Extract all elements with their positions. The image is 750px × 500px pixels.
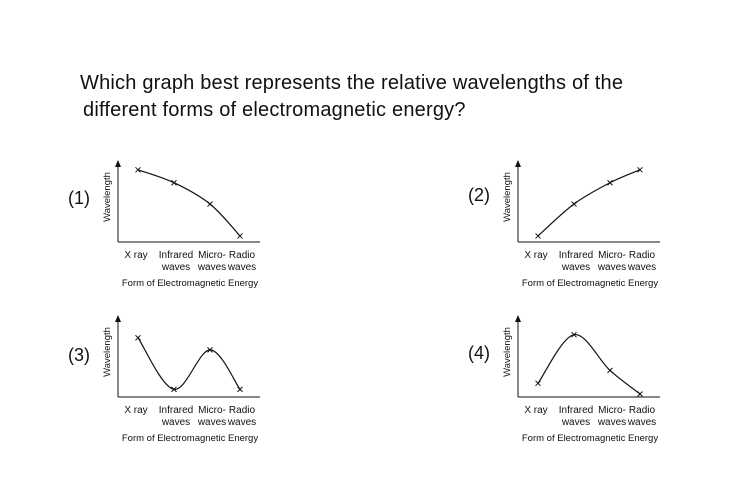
question-line-2: different forms of electromagnetic energy? [83,99,466,121]
chart-4-series-line [538,335,640,394]
chart-2-point-2 [572,202,577,207]
chart-4-tick-label-2-line-2: waves [561,417,591,428]
chart-1-point-4 [238,233,243,238]
chart-1-tick-label-2-line-1: Infrared [158,250,194,261]
chart-4-tick-label-4-line-1: Radio [628,405,656,416]
chart-4-y-axis-arrow [515,315,521,322]
chart-1-point-3 [208,202,213,207]
chart-3-point-1 [136,335,141,340]
chart-1-series-line [138,170,240,236]
chart-2-tick-label-3-line-2: waves [597,262,627,273]
chart-1-point-2 [172,180,177,185]
graph-option-3[interactable] [60,305,280,455]
chart-3-tick-label-3-line-2: waves [197,417,227,428]
graph-option-4[interactable] [460,305,680,455]
chart-1-tick-label-4-line-1: Radio [228,250,256,261]
chart-4-tick-label-1-line-1: X ray [524,405,548,416]
chart-4-point-3 [608,368,613,373]
chart-3-tick-label-4-line-1: Radio [228,405,256,416]
chart-4-y-label: Wavelength [502,327,513,377]
question-line-1: Which graph best represents the relative wavelengths of the [80,72,624,94]
chart-4-x-label: Form of Electromagnetic Energy [521,433,659,444]
chart-2-tick-label-3-line-1: Micro- [598,250,626,261]
chart-3-svg [60,305,280,455]
chart-4-tick-label-3-line-2: waves [597,417,627,428]
graph-option-2[interactable] [460,150,680,300]
chart-3-tick-label-1-line-1: X ray [124,405,148,416]
chart-1-tick-label-3-line-2: waves [197,262,227,273]
chart-2-tick-label-2-line-1: Infrared [558,250,594,261]
chart-3-tick-label-4-line-2: waves [227,417,257,428]
chart-2-series-line [538,170,640,236]
chart-3-series-line [138,338,240,390]
chart-3-y-label: Wavelength [102,327,113,377]
chart-3-tick-label-3-line-1: Micro- [198,405,226,416]
chart-1-tick-label-4-line-2: waves [227,262,257,273]
question-text [80,70,720,124]
chart-3-tick-label-2-line-2: waves [161,417,191,428]
chart-4-svg [460,305,680,455]
chart-2-tick-label-2-line-2: waves [561,262,591,273]
option-label-1: (1) [68,188,90,208]
chart-1-tick-label-3-line-1: Micro- [198,250,226,261]
chart-4-tick-label-4-line-2: waves [627,417,657,428]
chart-2-tick-label-1-line-1: X ray [524,250,548,261]
option-label-3: (3) [68,345,90,365]
chart-2-y-axis-arrow [515,160,521,167]
chart-1-x-label: Form of Electromagnetic Energy [121,278,259,289]
chart-2-y-label: Wavelength [502,172,513,222]
chart-1-tick-label-2-line-2: waves [161,262,191,273]
option-label-2: (2) [468,185,490,205]
chart-3-point-4 [238,387,243,392]
chart-2-point-3 [608,180,613,185]
chart-2-point-4 [638,167,643,172]
chart-1-y-axis-arrow [115,160,121,167]
chart-2-x-label: Form of Electromagnetic Energy [521,278,659,289]
chart-1-svg [60,150,280,300]
chart-3-y-axis-arrow [115,315,121,322]
graph-option-1[interactable] [60,150,280,300]
chart-3-tick-label-2-line-1: Infrared [158,405,194,416]
chart-1-y-label: Wavelength [102,172,113,222]
chart-2-tick-label-4-line-1: Radio [628,250,656,261]
chart-1-tick-label-1-line-1: X ray [124,250,148,261]
chart-4-point-1 [536,381,541,386]
chart-2-point-1 [536,233,541,238]
option-label-4: (4) [468,343,490,363]
chart-2-tick-label-4-line-2: waves [627,262,657,273]
chart-2-svg [460,150,680,300]
chart-4-point-4 [638,391,643,396]
chart-4-tick-label-2-line-1: Infrared [558,405,594,416]
chart-4-tick-label-3-line-1: Micro- [598,405,626,416]
chart-3-x-label: Form of Electromagnetic Energy [121,433,259,444]
